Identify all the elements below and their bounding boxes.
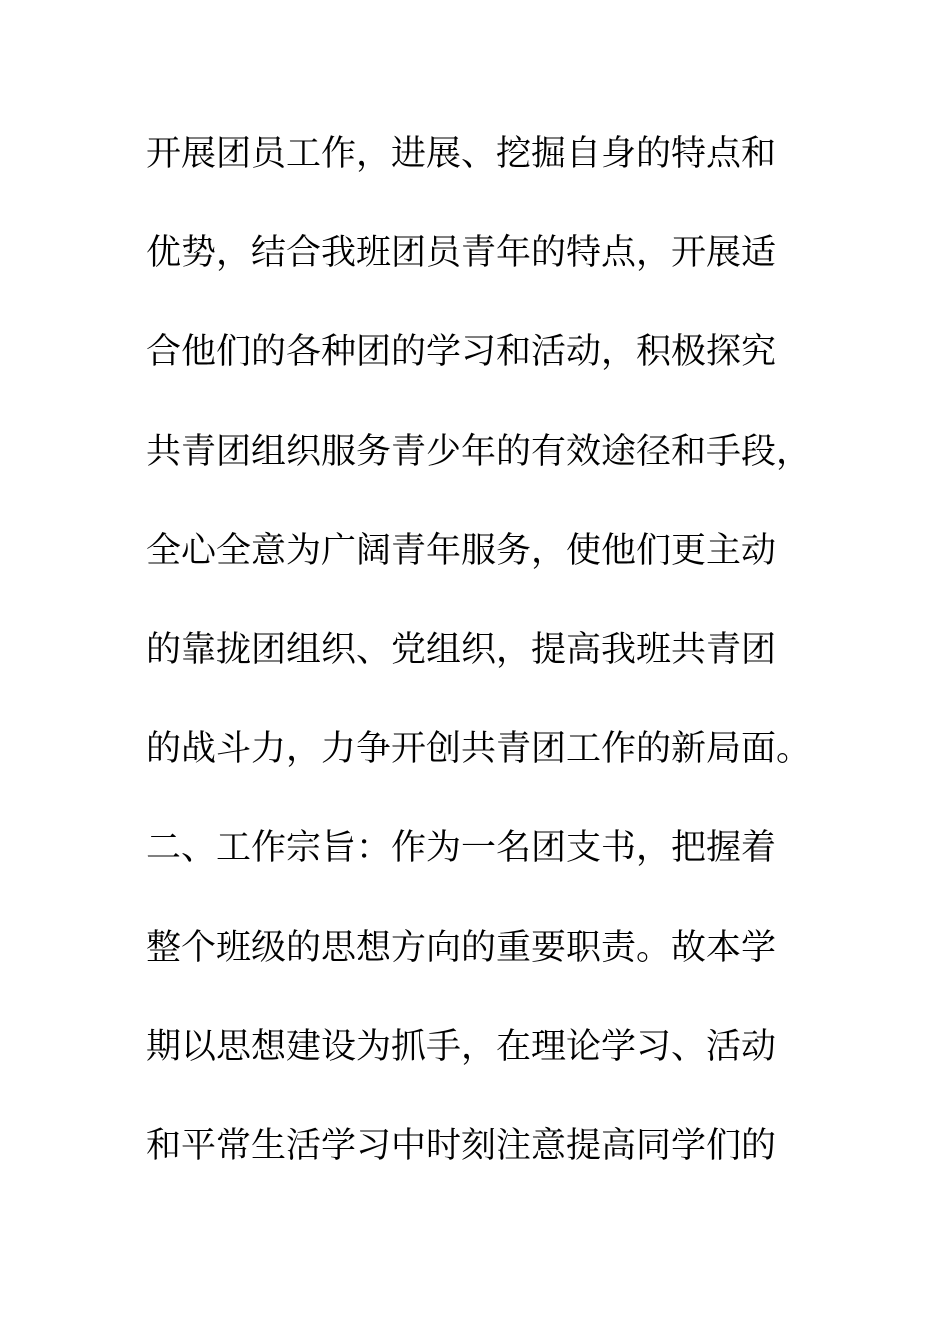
text-line: 的靠拢团组织、党组织，提高我班共青团: [146, 629, 777, 670]
text-line: 全心全意为广阔青年服务，使他们更主动: [146, 530, 777, 571]
text-line: 整个班级的思想方向的重要职责。故本学: [146, 927, 777, 968]
text-line: 共青团组织服务青少年的有效途径和手段，: [146, 431, 812, 472]
text-line: 合他们的各种团的学习和活动，积极探究: [146, 332, 777, 373]
text-line: 开展团员工作，进展、挖掘自身的特点和: [146, 134, 777, 174]
text-line: 优势，结合我班团员青年的特点，开展适: [146, 233, 777, 274]
text-line: 和平常生活学习中时刻注意提高同学们的: [146, 1125, 777, 1166]
text-line: 期以思想建设为抓手，在理论学习、活动: [146, 1026, 777, 1067]
body-text: [146, 122, 826, 1213]
text-line: 二、工作宗旨：作为一名团支书，把握着: [146, 828, 777, 869]
text-line: 的战斗力，力争开创共青团工作的新局面。: [146, 729, 812, 770]
